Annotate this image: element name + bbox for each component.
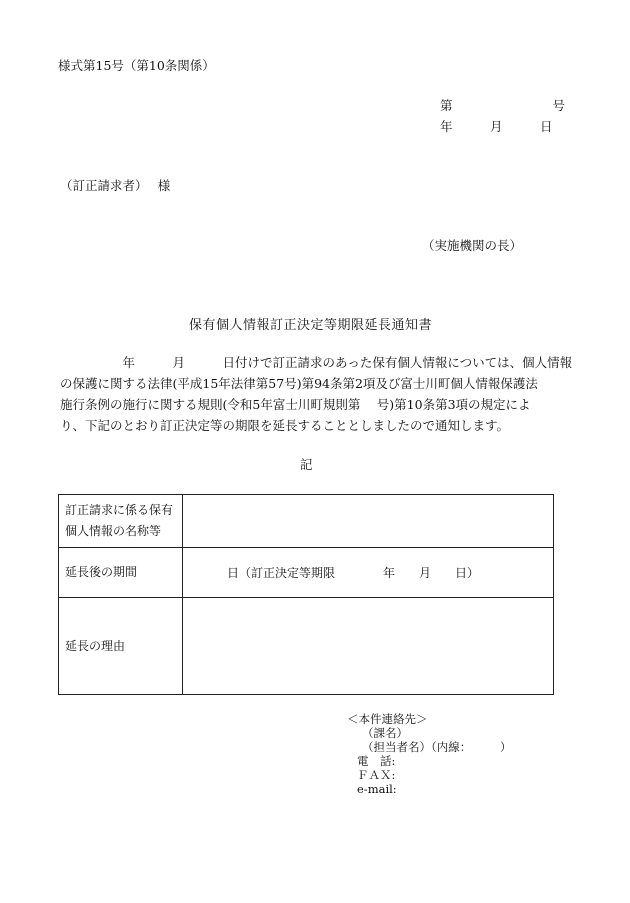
table-row <box>59 598 554 695</box>
contact-section: （課名） <box>362 726 408 740</box>
extension-reason-label: 延長の理由 <box>59 598 183 695</box>
contact-phone: 電 話: <box>357 754 396 768</box>
contact-fax: ＦＡＸ: <box>357 768 396 782</box>
extended-period-value: 日（訂正決定等期限 年 月 日） <box>183 548 554 598</box>
subject-info-value <box>183 495 554 548</box>
document-number: 第 号 <box>440 98 566 113</box>
table-row <box>59 548 554 598</box>
contact-email: e-mail: <box>357 782 397 796</box>
recipient-name: （訂正請求者） 様 <box>60 178 171 193</box>
body-line: の保護に関する法律(平成15年法律第57号)第94条第2項及び富士川町個人情報保護法 <box>60 376 538 391</box>
notice-body <box>60 352 573 436</box>
extension-table <box>58 494 554 695</box>
extended-period-label: 延長後の期間 <box>59 548 183 598</box>
issue-date: 年 月 日 <box>440 119 553 134</box>
table-row <box>59 495 554 548</box>
body-line: 施行条例の施行に関する規則(令和5年富士川町規則第 号)第10条第3項の規定によ <box>60 397 531 412</box>
extension-reason-value <box>183 598 554 695</box>
body-line: 年 月 日付けで訂正請求のあった保有個人情報については、個人情報 <box>60 355 573 370</box>
contact-person: （担当者名）（内線： ） <box>362 740 512 754</box>
subject-info-label-line2: 個人情報の名称等 <box>65 524 162 538</box>
contact-header: ＜本件連絡先＞ <box>347 712 428 726</box>
form-number: 様式第15号（第10条関係） <box>58 58 215 73</box>
subject-info-label-line1: 訂正請求に係る保有 <box>65 503 174 517</box>
document-title: 保有個人情報訂正決定等期限延長通知書 <box>189 318 433 333</box>
subject-info-label <box>59 495 183 548</box>
ki-heading: 記 <box>300 457 313 472</box>
sender-name: （実施機関の長） <box>422 238 523 253</box>
body-line: り、下記のとおり訂正決定等の期限を延長することとしましたので通知します。 <box>60 418 510 433</box>
